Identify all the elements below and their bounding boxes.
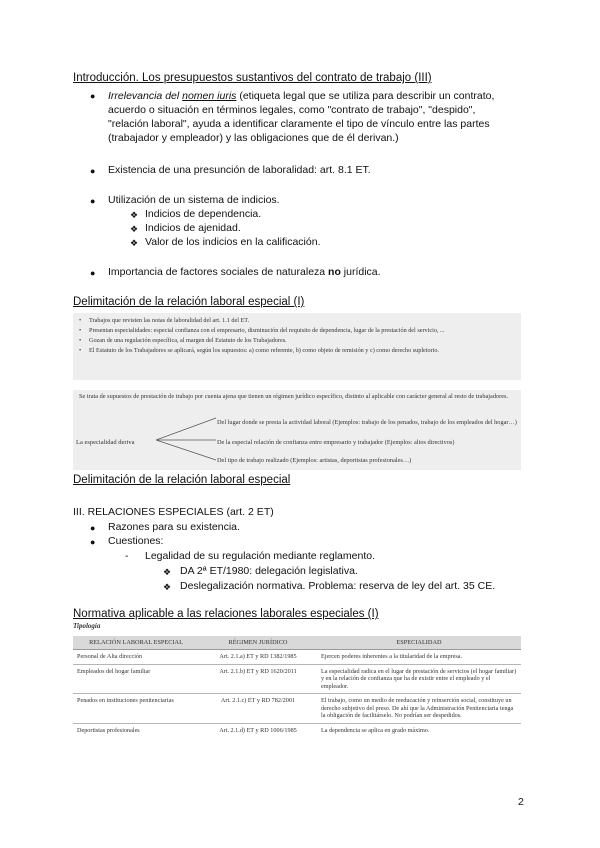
page-number: 2 xyxy=(518,796,524,808)
sub-item: Indicios de ajenidad. xyxy=(145,222,241,234)
column-header: ESPECIALIDAD xyxy=(317,636,521,650)
sub-item: Deslegalización normativa. Problema: reserva de ley del art. 35 CE. xyxy=(180,580,496,592)
bullet-icon: ● xyxy=(90,537,96,547)
bullet-icon: ● xyxy=(90,523,96,533)
dash-item-legalidad: Legalidad de su regulación mediante reglamento. xyxy=(145,550,375,562)
diagram-branch-tipo: Del tipo de trabajo realizado (Ejemplos: artistas, deportistas profesionales…) xyxy=(217,457,412,464)
bullet-icon: ● xyxy=(90,91,96,101)
diagram-branch-confianza: De la especial relación de confianza entre empresario y trabajador (Ejemplos: altos directivos) xyxy=(217,439,455,446)
bullet-icon: ● xyxy=(90,196,96,206)
bullet-icon: ● xyxy=(90,166,96,176)
diagram-branch-arrows xyxy=(156,416,218,462)
section-title-delimitacion-i: Delimitación de la relación laboral especial (I) xyxy=(73,296,305,308)
table-row: Empleados del hogar familiar Art. 2.1.b) ET y RD 1620/2011 La especialidad radica en el lugar de prestación de servicios (el hogar familiar) y en la relación de confianza que ha de existir entre el empleado y el empleador. xyxy=(73,664,521,694)
table-caption: Tipología xyxy=(73,622,101,630)
tipologia-table xyxy=(73,636,521,737)
summary-box xyxy=(73,313,521,380)
specialty-diagram xyxy=(73,390,521,470)
box-item: • Presentan especialidades: especial confianza con el empresario, disminución del requisito de dependencia, lugar de la prestación del servicio, ... xyxy=(79,327,515,335)
section-title-introduccion: Introducción. Los presupuestos sustantivos del contrato de trabajo (III) xyxy=(73,72,432,84)
diagram-intro: Se trata de supuestos de prestación de trabajo por cuenta ajena que tienen un régimen jurídico específico, distinto al aplicable con carácter general al resto de trabajadores. xyxy=(79,393,509,400)
column-header: RÉGIMEN JURÍDICO xyxy=(199,636,317,650)
sub-item: Valor de los indicios en la calificación. xyxy=(145,236,321,248)
table-row: Deportistas profesionales Art. 2.1.d) ET y RD 1006/1985 La dependencia se aplica en grado máximo. xyxy=(73,723,521,737)
table-row: Penados en instituciones penitenciarias Art. 2.1.c) ET y RD 782/2001 El trabajo, como un medio de reeducación y reinserción social, constituye un derecho subjetivo del preso. De ahí que la Administración Penitenciaria tenga la obligación de facilitárselo. No podrían ser despedidos. xyxy=(73,694,521,724)
table-row: Personal de Alta dirección Art. 2.1.a) ET y RD 1382/1985 Ejercen poderes inherentes a la titularidad de la empresa. xyxy=(73,650,521,665)
box-item: • Trabajos que revisten las notas de laboralidad del art. 1.1 del ET. xyxy=(79,317,515,325)
box-item: • El Estatuto de los Trabajadores se aplicará, según los supuestos: a) como referente, b) como objeto de remisión y c) como derecho supletorio. xyxy=(79,347,515,355)
diamond-bullet-icon: ❖ xyxy=(163,582,172,592)
bullet-indicios: Utilización de un sistema de indicios. xyxy=(108,194,280,206)
dash-bullet-icon: - xyxy=(125,550,129,562)
bullet-cuestiones: Cuestiones: xyxy=(108,535,164,547)
section-title-normativa: Normativa aplicable a las relaciones laborales especiales (I) xyxy=(73,608,379,620)
bullet-nomen-iuris: Irrelevancia del nomen iuris (etiqueta legal que se utiliza para describir un contrato, acuerdo o situación en términos legales, como "contrato de trabajo", "despido", "relación laboral", ayuda a identificar claramente el tipo de vínculo entre las partes (trabajador y empleador) y las obligaciones que de él derivan.) xyxy=(108,90,495,144)
diagram-root: La especialidad deriva xyxy=(76,439,135,446)
diamond-bullet-icon: ❖ xyxy=(130,238,139,248)
bullet-factores-sociales: Importancia de factores sociales de naturaleza no jurídica. xyxy=(108,266,381,278)
column-header: RELACIÓN LABORAL ESPECIAL xyxy=(73,636,199,650)
diamond-bullet-icon: ❖ xyxy=(130,210,139,220)
bullet-razones: Razones para su existencia. xyxy=(108,521,240,533)
section-title-delimitacion: Delimitación de la relación laboral especial xyxy=(73,474,291,486)
box-item: • Gozan de una regulación específica, al margen del Estatuto de los Trabajadores. xyxy=(79,337,515,345)
sub-item: Indicios de dependencia. xyxy=(145,208,262,220)
bullet-presuncion: Existencia de una presunción de laboralidad: art. 8.1 ET. xyxy=(108,164,371,176)
diamond-bullet-icon: ❖ xyxy=(130,224,139,234)
diagram-branch-lugar: Del lugar donde se presta la actividad laboral (Ejemplos: trabajo de los penados, trabajo de los empleados del hogar…) xyxy=(217,419,517,426)
sub-item: DA 2ª ET/1980: delegación legislativa. xyxy=(180,565,358,577)
bullet-icon: ● xyxy=(90,268,96,278)
relaciones-especiales-heading: III. RELACIONES ESPECIALES (art. 2 ET) xyxy=(73,506,274,518)
diamond-bullet-icon: ❖ xyxy=(163,567,172,577)
